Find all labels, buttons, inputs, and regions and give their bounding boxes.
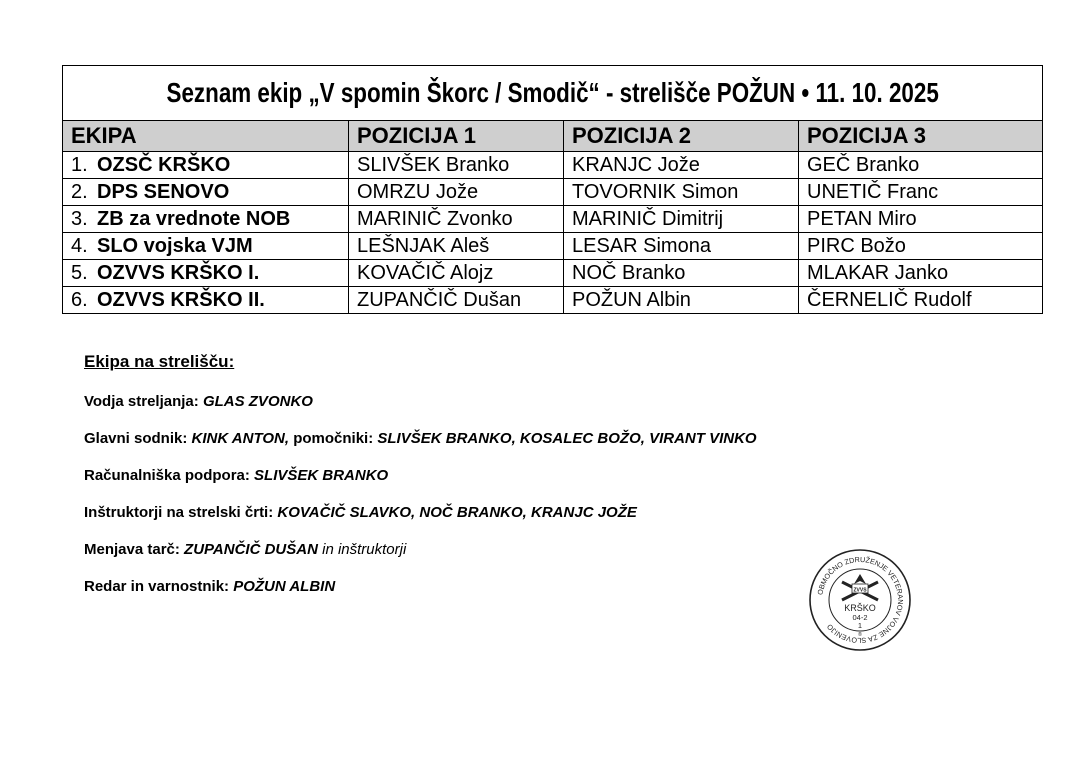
team-cell bbox=[63, 206, 349, 233]
team-list-table bbox=[62, 65, 1043, 314]
team-cell bbox=[63, 179, 349, 206]
position-1-cell: MARINIČ Zvonko bbox=[349, 206, 564, 233]
team-name: ZB za vrednote NOB bbox=[97, 208, 291, 230]
team-number: 2. bbox=[71, 181, 88, 203]
position-1-cell: KOVAČIČ Alojz bbox=[349, 260, 564, 287]
crew-label: Glavni sodnik: bbox=[84, 430, 188, 447]
table-row bbox=[63, 179, 1043, 206]
team-cell bbox=[63, 260, 349, 287]
crew-value: KOVAČIČ SLAVKO, NOČ BRANKO, KRANJC JOŽE bbox=[277, 504, 637, 521]
crew-value: GLAS ZVONKO bbox=[202, 393, 313, 410]
document-title: Seznam ekip „V spomin Škorc / Smodič“ - strelišče POŽUN • 11. 10. 2025 bbox=[166, 77, 939, 108]
position-1-cell: ZUPANČIČ Dušan bbox=[349, 287, 564, 314]
crew-label: Redar in varnostnik: bbox=[84, 578, 230, 595]
crew-suffix: in inštruktorji bbox=[322, 541, 407, 558]
team-number: 6. bbox=[71, 289, 88, 311]
position-2-cell: NOČ Branko bbox=[564, 260, 799, 287]
column-header-position-3: POZICIJA 3 bbox=[799, 121, 1043, 152]
position-3-cell: UNETIČ Franc bbox=[799, 179, 1043, 206]
position-3-cell: PIRC Božo bbox=[799, 233, 1043, 260]
column-header-position-2: POZICIJA 2 bbox=[564, 121, 799, 152]
stamp-emblem-text: ZVVS bbox=[853, 587, 867, 594]
position-3-cell: PETAN Miro bbox=[799, 206, 1043, 233]
crew-line-security bbox=[84, 577, 757, 597]
crew-line-head-judge bbox=[84, 429, 757, 449]
crew-label-assistants: pomočniki: bbox=[293, 430, 374, 447]
stamp-code: 04-2 bbox=[852, 613, 868, 622]
position-3-cell: ČERNELIČ Rudolf bbox=[799, 287, 1043, 314]
table-row bbox=[63, 206, 1043, 233]
team-number: 3. bbox=[71, 208, 88, 230]
team-number: 1. bbox=[71, 154, 88, 176]
team-cell bbox=[63, 233, 349, 260]
crew-line-target-change bbox=[84, 540, 757, 560]
crew-heading: Ekipa na strelišču: bbox=[84, 352, 235, 371]
team-list-table-container bbox=[62, 65, 1042, 314]
title-cell bbox=[63, 66, 1043, 121]
table-row bbox=[63, 233, 1043, 260]
crew-label: Menjava tarč: bbox=[84, 541, 180, 558]
stamp-city: KRŠKO bbox=[844, 603, 876, 613]
position-2-cell: TOVORNIK Simon bbox=[564, 179, 799, 206]
range-crew-section bbox=[84, 352, 757, 614]
header-row bbox=[63, 121, 1043, 152]
position-2-cell: POŽUN Albin bbox=[564, 287, 799, 314]
team-name: OZVVS KRŠKO I. bbox=[97, 262, 260, 284]
crew-label: Inštruktorji na strelski črti: bbox=[84, 504, 274, 521]
position-2-cell: MARINIČ Dimitrij bbox=[564, 206, 799, 233]
team-name: OZSČ KRŠKO bbox=[97, 154, 231, 176]
team-number: 5. bbox=[71, 262, 88, 284]
table-row bbox=[63, 287, 1043, 314]
stamp-ring-text: OBMOČNO ZDRUŽENJE VETERANOV VOJNE ZA SLOVENIJO bbox=[815, 554, 906, 646]
team-name: OZVVS KRŠKO II. bbox=[97, 289, 265, 311]
position-3-cell: GEČ Branko bbox=[799, 152, 1043, 179]
stamp-registered-mark: ® bbox=[858, 632, 862, 638]
crew-value-assistants: SLIVŠEK BRANKO, KOSALEC BOŽO, VIRANT VINKO bbox=[377, 430, 757, 447]
column-header-position-1: POZICIJA 1 bbox=[349, 121, 564, 152]
crew-label: Vodja streljanja: bbox=[84, 393, 199, 410]
crew-label: Računalniška podpora: bbox=[84, 467, 250, 484]
team-name: SLO vojska VJM bbox=[97, 235, 253, 257]
position-1-cell: LEŠNJAK Aleš bbox=[349, 233, 564, 260]
crew-line-instructors bbox=[84, 503, 757, 523]
crew-line-computer-support bbox=[84, 466, 757, 486]
team-number: 4. bbox=[71, 235, 88, 257]
crew-value: KINK ANTON, bbox=[191, 430, 290, 447]
team-cell bbox=[63, 152, 349, 179]
position-2-cell: LESAR Simona bbox=[564, 233, 799, 260]
association-stamp bbox=[808, 548, 912, 652]
position-1-cell: SLIVŠEK Branko bbox=[349, 152, 564, 179]
table-row bbox=[63, 260, 1043, 287]
column-header-team: EKIPA bbox=[63, 121, 349, 152]
title-row bbox=[63, 66, 1043, 121]
crew-line-shooting-leader bbox=[84, 392, 757, 412]
stamp-number: 1 bbox=[857, 621, 863, 630]
position-1-cell: OMRZU Jože bbox=[349, 179, 564, 206]
team-name: DPS SENOVO bbox=[97, 181, 230, 203]
team-cell bbox=[63, 287, 349, 314]
crew-value: ZUPANČIČ DUŠAN bbox=[184, 541, 318, 558]
position-3-cell: MLAKAR Janko bbox=[799, 260, 1043, 287]
crew-value: SLIVŠEK BRANKO bbox=[254, 467, 389, 484]
table-row bbox=[63, 152, 1043, 179]
position-2-cell: KRANJC Jože bbox=[564, 152, 799, 179]
crew-value: POŽUN ALBIN bbox=[233, 578, 336, 595]
